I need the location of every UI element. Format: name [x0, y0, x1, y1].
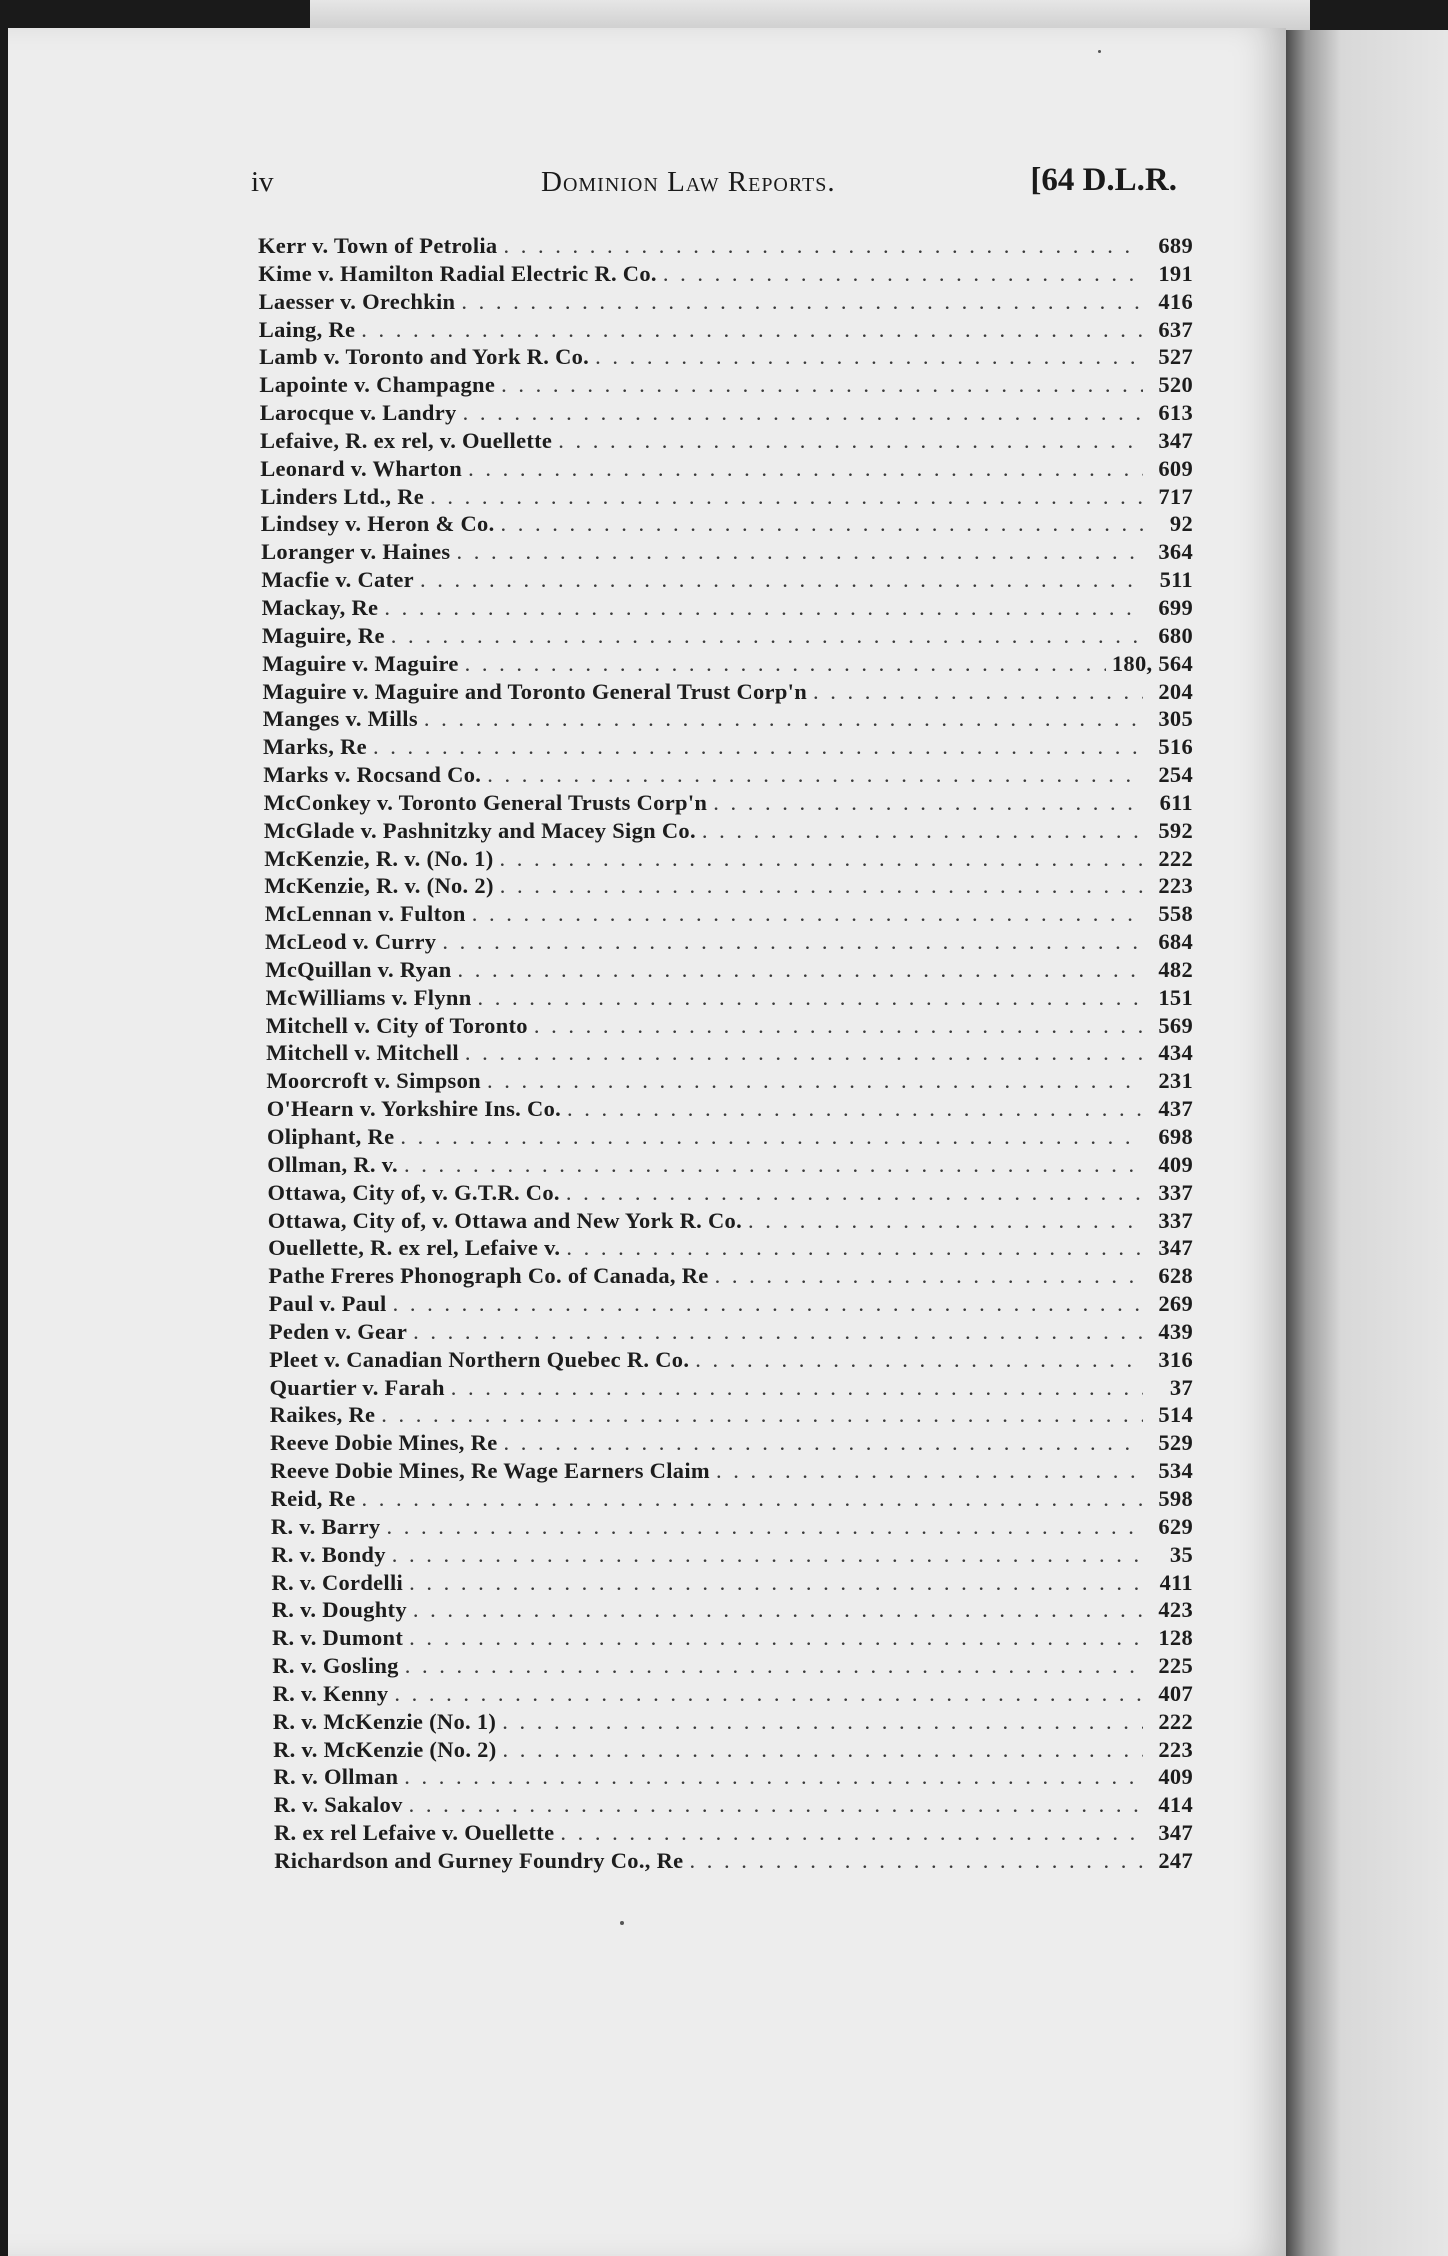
case-name: Ottawa, City of, v. G.T.R. Co.: [267, 1179, 560, 1205]
index-entry: [264, 873, 1193, 901]
dot-leader: [381, 1402, 1143, 1428]
page-reference: 204: [1158, 678, 1193, 704]
running-title: Dominion Law Reports.: [541, 166, 836, 198]
index-entry: [264, 790, 1193, 818]
page-reference: 529: [1158, 1430, 1193, 1456]
dot-leader: [702, 818, 1143, 844]
case-name: O'Hearn v. Yorkshire Ins. Co.: [266, 1096, 562, 1122]
page-reference: 423: [1158, 1597, 1193, 1623]
page-reference: 592: [1158, 817, 1193, 843]
case-name: Leonard v. Wharton: [260, 455, 463, 481]
page-reference: 128: [1158, 1625, 1193, 1651]
dot-leader: [463, 400, 1143, 426]
dot-leader: [384, 595, 1143, 621]
dot-leader: [386, 1514, 1143, 1540]
index-entry: [258, 233, 1193, 261]
index-entry: [267, 1152, 1193, 1180]
dot-leader: [465, 1040, 1143, 1066]
index-entry: [266, 985, 1193, 1013]
dot-leader: [413, 1597, 1143, 1623]
page-reference: 684: [1158, 929, 1193, 955]
page-reference: 439: [1158, 1318, 1193, 1344]
adjacent-page-edge: [310, 0, 1310, 30]
dot-leader: [392, 1542, 1143, 1568]
case-name: Ottawa, City of, v. Ottawa and New York R. Co.: [267, 1207, 742, 1233]
dot-leader: [400, 1124, 1143, 1150]
index-entry: [265, 901, 1193, 929]
index-entry: [260, 428, 1193, 456]
page-reference: 609: [1158, 455, 1193, 481]
dot-leader: [695, 1347, 1143, 1373]
case-index-list: [258, 233, 1193, 1876]
dot-leader: [567, 1096, 1143, 1122]
dot-leader: [393, 1291, 1143, 1317]
paper-speck: [1098, 50, 1101, 53]
dot-leader: [501, 511, 1143, 537]
page-reference: 628: [1158, 1263, 1193, 1289]
index-entry: [273, 1681, 1193, 1709]
dot-leader: [689, 1848, 1143, 1874]
case-name: Laesser v. Orechkin: [258, 288, 456, 314]
page-reference: 434: [1158, 1040, 1193, 1066]
index-entry: [262, 651, 1193, 679]
case-name: Manges v. Mills: [262, 706, 418, 732]
index-entry: [271, 1486, 1193, 1514]
dot-leader: [361, 317, 1143, 343]
dot-leader: [500, 846, 1143, 872]
case-name: R. v. Gosling: [272, 1653, 399, 1679]
dot-leader: [595, 344, 1143, 370]
case-name: Loranger v. Haines: [261, 539, 451, 565]
index-entry: [263, 706, 1193, 734]
case-name: R. v. Ollman: [273, 1764, 399, 1790]
index-entry: [273, 1709, 1193, 1737]
case-name: Mackay, Re: [261, 594, 379, 620]
index-entry: [265, 957, 1193, 985]
case-name: Maguire v. Maguire and Toronto General Trust Corp'n: [262, 678, 808, 704]
page-reference: 222: [1158, 845, 1193, 871]
page-reference: 223: [1158, 873, 1193, 899]
page-reference: 180, 564: [1111, 650, 1193, 676]
index-entry: [274, 1820, 1193, 1848]
page-reference: 269: [1158, 1291, 1193, 1317]
page-reference: 534: [1158, 1458, 1193, 1484]
index-entry: [261, 567, 1193, 595]
dot-leader: [409, 1625, 1143, 1651]
index-entry: [267, 1096, 1193, 1124]
index-entry: [272, 1597, 1193, 1625]
case-name: R. v. Barry: [270, 1513, 381, 1539]
index-entry: [264, 818, 1193, 846]
page-reference: 222: [1158, 1708, 1193, 1734]
dot-leader: [503, 233, 1143, 259]
dot-leader: [465, 651, 1106, 677]
page-reference: 364: [1158, 539, 1193, 565]
case-name: R. ex rel Lefaive v. Ouellette: [274, 1820, 555, 1846]
page-reference: 347: [1158, 1820, 1193, 1846]
page-reference: 316: [1158, 1346, 1193, 1372]
index-entry: [266, 1068, 1193, 1096]
case-name: Marks v. Rocsand Co.: [263, 762, 482, 788]
index-entry: [259, 289, 1193, 317]
case-name: Pleet v. Canadian Northern Quebec R. Co.: [269, 1346, 690, 1372]
page-reference: 698: [1158, 1124, 1193, 1149]
case-name: R. v. Cordelli: [271, 1569, 404, 1595]
index-entry: [270, 1458, 1193, 1486]
case-name: Larocque v. Landry: [259, 400, 457, 426]
case-name: Quartier v. Farah: [269, 1374, 445, 1400]
dot-leader: [442, 929, 1143, 955]
dot-leader: [558, 428, 1143, 454]
page-reference: 637: [1158, 316, 1193, 342]
dot-leader: [451, 1375, 1143, 1401]
index-entry: [264, 846, 1193, 874]
index-entry: [261, 511, 1193, 539]
case-name: McLennan v. Fulton: [264, 901, 466, 927]
page-reference: 347: [1158, 427, 1193, 453]
case-name: McQuillan v. Ryan: [265, 956, 452, 982]
page-reference: 409: [1158, 1151, 1193, 1177]
page-number: iv: [251, 166, 274, 198]
page-reference: 611: [1159, 789, 1193, 815]
dot-leader: [404, 1764, 1143, 1790]
page-reference: 511: [1159, 567, 1193, 593]
page-reference: 254: [1158, 762, 1193, 788]
page-reference: 223: [1158, 1736, 1193, 1762]
page-reference: 527: [1158, 344, 1193, 370]
case-name: Lindsey v. Heron & Co.: [260, 511, 495, 537]
dot-leader: [478, 985, 1143, 1011]
case-name: R. v. Doughty: [271, 1597, 407, 1623]
index-entry: [268, 1263, 1193, 1291]
case-name: Mitchell v. Mitchell: [266, 1040, 459, 1066]
case-name: R. v. Sakalov: [273, 1792, 403, 1818]
page-reference: 35: [1169, 1541, 1193, 1567]
page-reference: 680: [1158, 622, 1193, 648]
dot-leader: [501, 372, 1143, 398]
case-name: R. v. McKenzie (No. 2): [273, 1736, 497, 1762]
case-name: McWilliams v. Flynn: [265, 984, 472, 1010]
dot-leader: [502, 1709, 1143, 1735]
page-reference: 337: [1158, 1207, 1193, 1233]
case-name: Ouellette, R. ex rel, Lefaive v.: [268, 1235, 561, 1261]
dot-leader: [487, 762, 1143, 788]
page-reference: 598: [1158, 1485, 1193, 1511]
page-reference: 689: [1158, 233, 1193, 258]
index-entry: [274, 1792, 1193, 1820]
page-reference: 225: [1158, 1653, 1193, 1679]
index-entry: [268, 1208, 1193, 1236]
index-entry: [265, 929, 1193, 957]
dot-leader: [503, 1737, 1143, 1763]
paper-speck: [620, 1921, 624, 1925]
case-name: McLeod v. Curry: [265, 929, 437, 955]
case-name: Maguire, Re: [261, 622, 385, 648]
dot-leader: [430, 484, 1143, 510]
case-name: Marks, Re: [263, 734, 367, 760]
page-reference: 407: [1158, 1680, 1193, 1706]
index-entry: [270, 1430, 1193, 1458]
dot-leader: [716, 1458, 1143, 1484]
case-name: Kime v. Hamilton Radial Electric R. Co.: [258, 260, 657, 286]
dot-leader: [468, 456, 1143, 482]
dot-leader: [504, 1430, 1144, 1456]
page-reference: 558: [1158, 901, 1193, 927]
page-reference: 482: [1158, 956, 1193, 982]
case-name: Ollman, R. v.: [267, 1151, 398, 1177]
page-reference: 151: [1158, 984, 1193, 1010]
dot-leader: [458, 957, 1143, 983]
page-reference: 231: [1158, 1068, 1193, 1094]
case-name: Linders Ltd., Re: [260, 483, 425, 509]
index-entry: [259, 344, 1193, 372]
index-entry: [266, 1040, 1193, 1068]
page-reference: 629: [1158, 1513, 1193, 1539]
dot-leader: [409, 1792, 1143, 1818]
case-name: R. v. McKenzie (No. 1): [272, 1708, 497, 1734]
dot-leader: [361, 1486, 1143, 1512]
dot-leader: [472, 901, 1143, 927]
volume-reference: [64 D.L.R.: [1030, 162, 1177, 198]
dot-leader: [404, 1152, 1143, 1178]
page-reference: 305: [1158, 706, 1193, 732]
case-name: Reeve Dobie Mines, Re: [270, 1430, 498, 1456]
index-entry: [272, 1653, 1193, 1681]
dot-leader: [566, 1235, 1143, 1261]
case-name: McConkey v. Toronto General Trusts Corp'n: [263, 789, 708, 815]
case-name: McKenzie, R. v. (No. 1): [264, 845, 494, 871]
page-reference: 409: [1158, 1764, 1193, 1790]
case-name: Laing, Re: [258, 316, 356, 342]
index-entry: [261, 539, 1193, 567]
page-reference: 514: [1158, 1402, 1193, 1428]
case-name: Kerr v. Town of Petrolia: [258, 233, 498, 258]
page-reference: 337: [1158, 1179, 1193, 1205]
page-reference: 520: [1158, 372, 1193, 398]
dot-leader: [420, 567, 1143, 593]
index-entry: [260, 400, 1193, 428]
index-entry: [267, 1124, 1193, 1152]
index-entry: [268, 1180, 1194, 1208]
dot-leader: [813, 679, 1143, 705]
dot-leader: [424, 706, 1143, 732]
case-name: McGlade v. Pashnitzky and Macey Sign Co.: [263, 817, 696, 843]
page-reference: 717: [1158, 483, 1193, 509]
index-entry: [263, 762, 1193, 790]
case-name: R. v. Dumont: [272, 1625, 404, 1651]
dot-leader: [566, 1180, 1143, 1206]
index-entry: [269, 1291, 1193, 1319]
index-entry: [273, 1764, 1193, 1792]
dot-leader: [409, 1570, 1143, 1596]
dot-leader: [413, 1319, 1143, 1345]
index-entry: [268, 1235, 1193, 1263]
case-name: Richardson and Gurney Foundry Co., Re: [274, 1847, 684, 1873]
page-reference: 414: [1158, 1792, 1193, 1818]
case-name: Oliphant, Re: [267, 1124, 395, 1149]
index-entry: [269, 1319, 1193, 1347]
index-entry: [274, 1848, 1193, 1876]
page-reference: 416: [1158, 288, 1193, 314]
case-name: Maguire v. Maguire: [262, 650, 459, 676]
case-name: Reid, Re: [270, 1485, 356, 1511]
index-entry: [262, 595, 1193, 623]
case-name: Lamb v. Toronto and York R. Co.: [259, 344, 590, 370]
page-reference: 347: [1158, 1235, 1193, 1261]
dot-leader: [534, 1013, 1143, 1039]
case-name: Macfie v. Cater: [261, 567, 414, 593]
index-entry: [270, 1375, 1194, 1403]
index-entry: [259, 317, 1193, 345]
index-entry: [263, 679, 1194, 707]
case-name: Peden v. Gear: [268, 1318, 408, 1344]
page-reference: 516: [1158, 734, 1193, 760]
case-name: Paul v. Paul: [268, 1291, 387, 1317]
index-entry: [271, 1542, 1193, 1570]
page-reference: 411: [1159, 1569, 1193, 1595]
case-name: Mitchell v. City of Toronto: [265, 1012, 528, 1038]
page-reference: 92: [1169, 511, 1193, 537]
index-entry: [263, 734, 1193, 762]
case-name: McKenzie, R. v. (No. 2): [264, 873, 494, 899]
index-entry: [271, 1514, 1193, 1542]
index-entry: [271, 1570, 1193, 1598]
next-page-edge: [1286, 30, 1448, 2256]
page-reference: 437: [1158, 1096, 1193, 1122]
dot-leader: [715, 1263, 1143, 1289]
dot-leader: [500, 873, 1143, 899]
dot-leader: [560, 1820, 1143, 1846]
case-name: Moorcroft v. Simpson: [266, 1068, 481, 1094]
running-header: [251, 162, 1177, 206]
page-reference: 613: [1158, 400, 1193, 426]
index-entry: [260, 456, 1193, 484]
dot-leader: [456, 539, 1143, 565]
page-reference: 247: [1158, 1847, 1193, 1873]
case-name: R. v. Bondy: [271, 1541, 386, 1567]
case-name: Lefaive, R. ex rel, v. Ouellette: [260, 427, 553, 453]
index-entry: [258, 261, 1193, 289]
case-name: R. v. Kenny: [272, 1680, 389, 1706]
dot-leader: [663, 261, 1143, 287]
dot-leader: [487, 1068, 1143, 1094]
case-name: Reeve Dobie Mines, Re Wage Earners Claim: [270, 1458, 710, 1484]
dot-leader: [394, 1681, 1143, 1707]
dot-leader: [713, 790, 1143, 816]
index-entry: [266, 1013, 1193, 1041]
page-reference: 37: [1169, 1374, 1193, 1400]
dot-leader: [405, 1653, 1143, 1679]
dot-leader: [391, 623, 1143, 649]
index-entry: [272, 1625, 1193, 1653]
page-reference: 699: [1158, 594, 1193, 620]
index-entry: [269, 1347, 1193, 1375]
index-entry: [261, 484, 1194, 512]
page-reference: 569: [1158, 1012, 1193, 1038]
case-name: Raikes, Re: [269, 1402, 376, 1428]
page-reference: 191: [1158, 260, 1193, 286]
index-entry: [259, 372, 1193, 400]
index-entry: [262, 623, 1193, 651]
index-entry: [270, 1402, 1193, 1430]
dot-leader: [461, 289, 1143, 315]
dot-leader: [748, 1208, 1143, 1234]
case-name: Pathe Freres Phonograph Co. of Canada, Re: [268, 1263, 709, 1289]
case-name: Lapointe v. Champagne: [259, 372, 496, 398]
dot-leader: [373, 734, 1143, 760]
index-entry: [273, 1737, 1193, 1765]
